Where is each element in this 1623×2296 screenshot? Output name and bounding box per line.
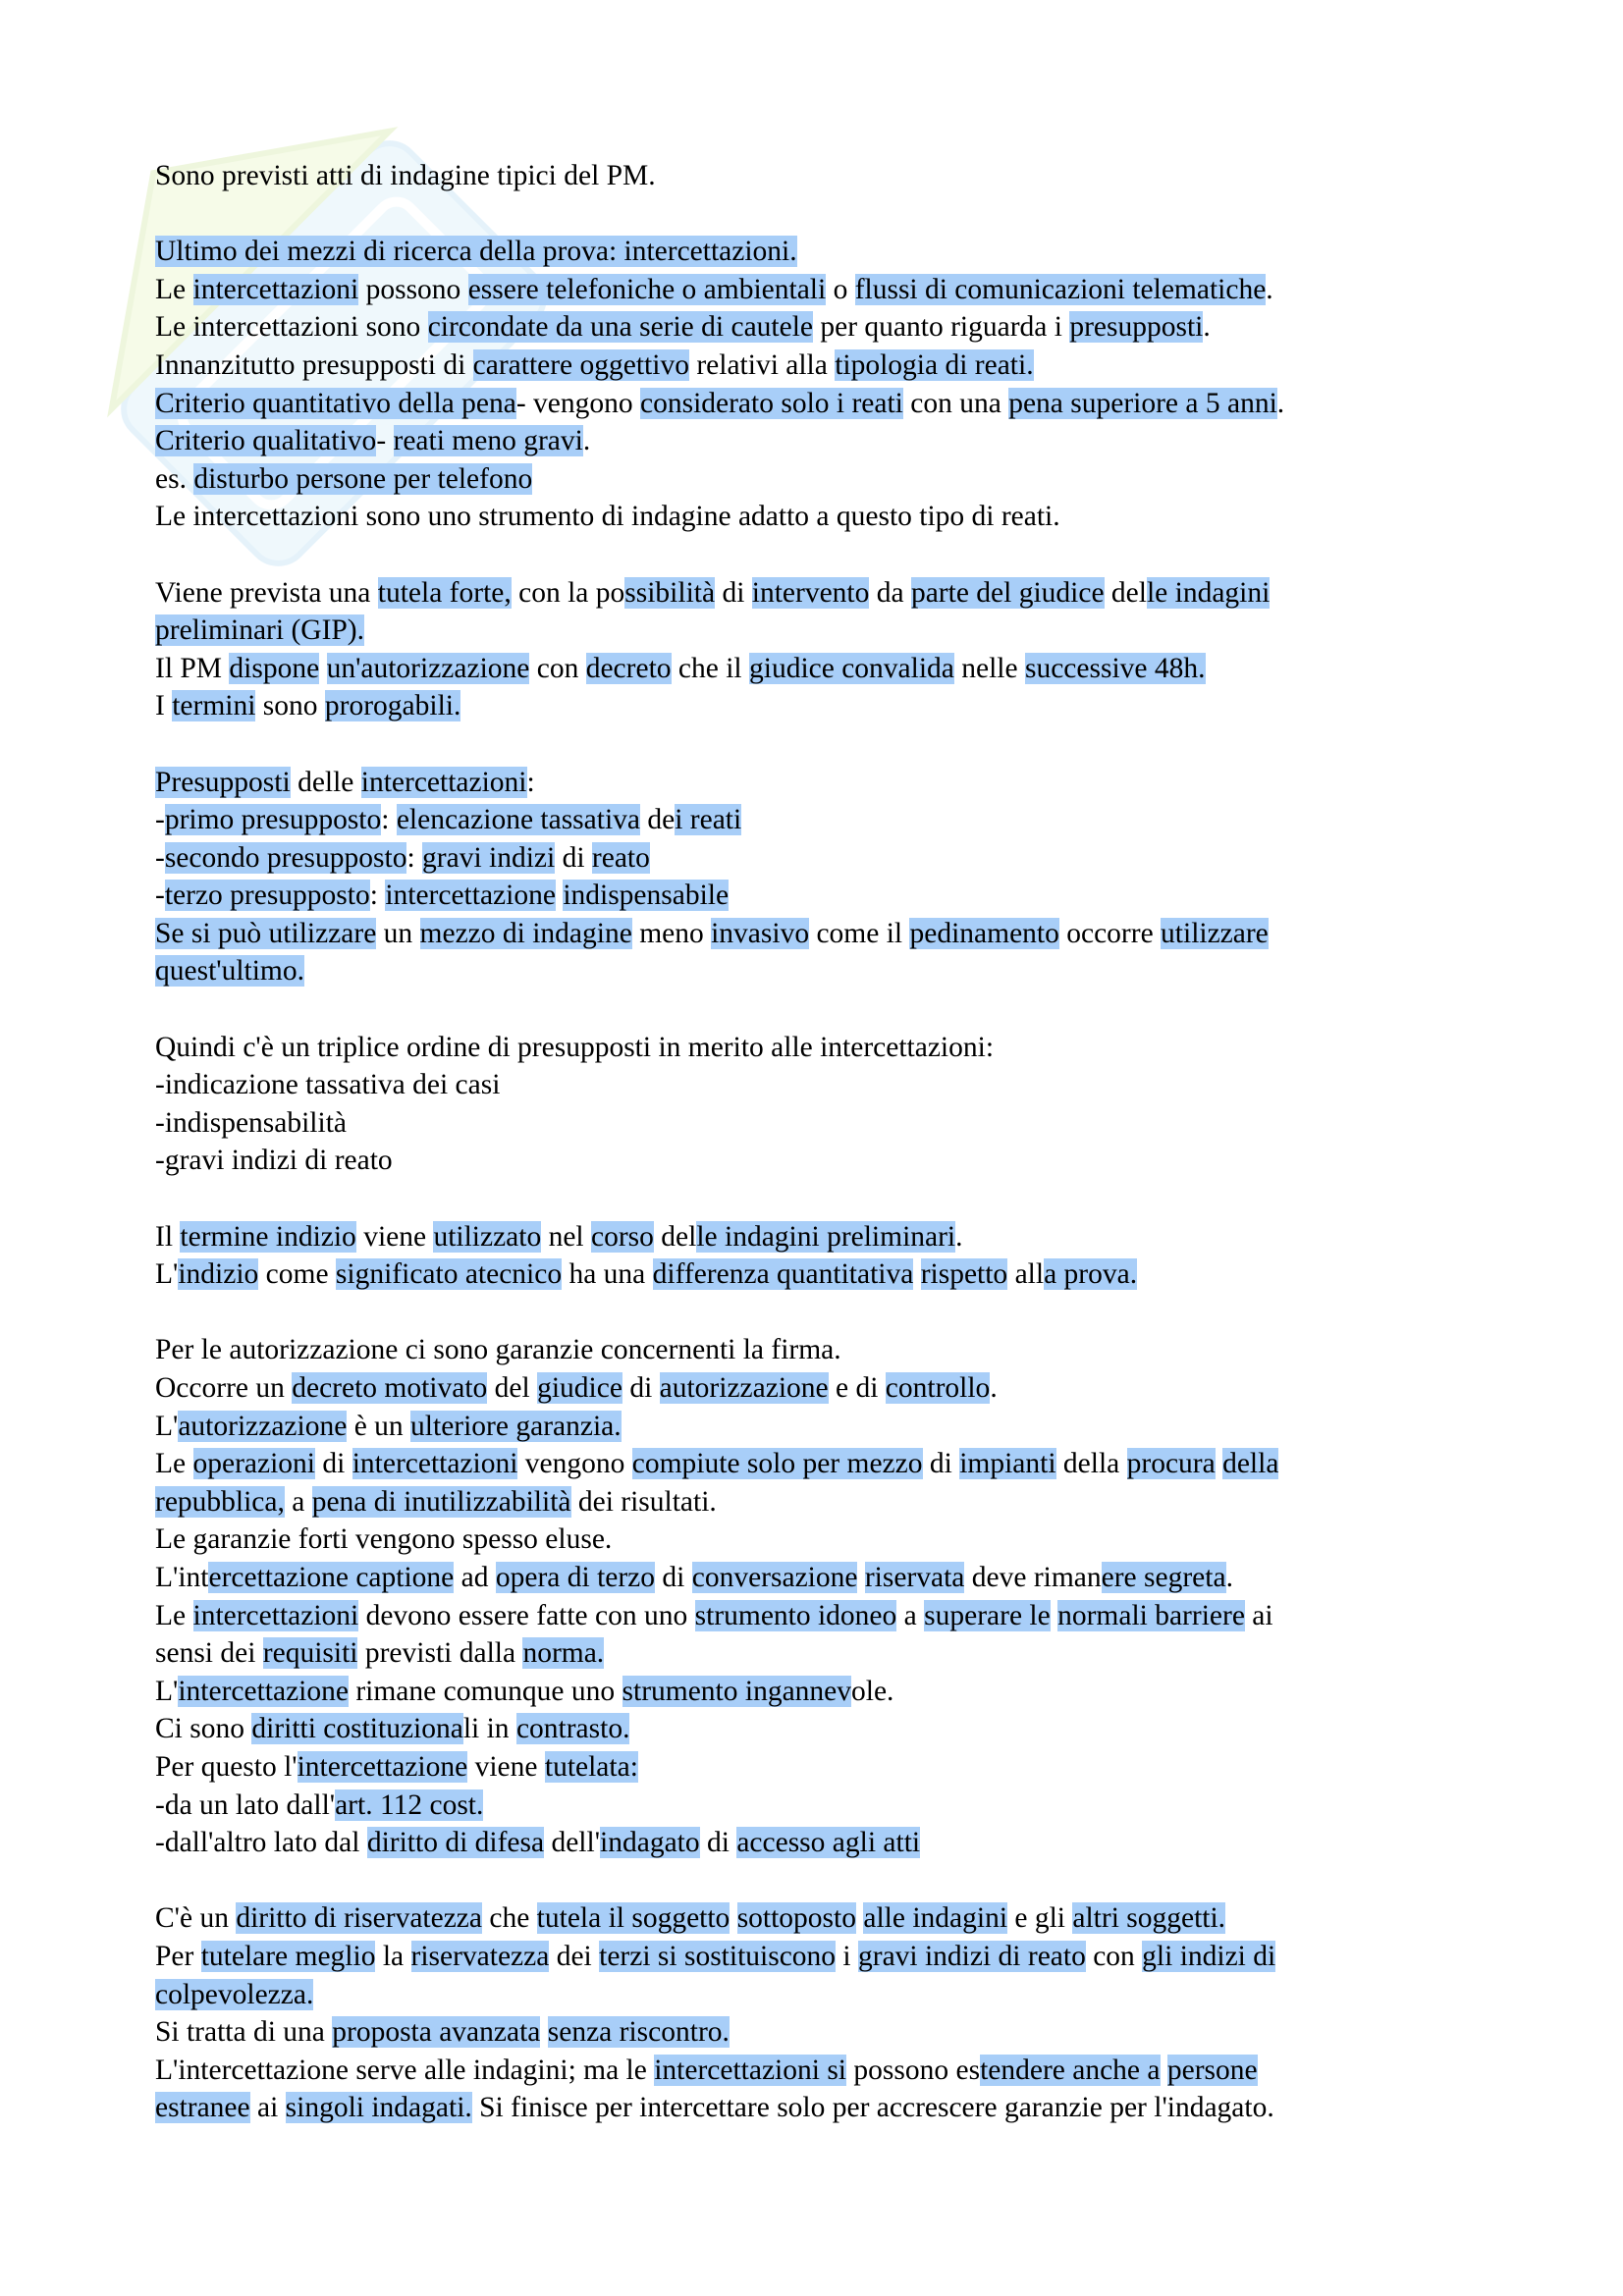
text-line: sensi dei requisiti previsti dalla norma. bbox=[155, 1637, 605, 1670]
text-line: Il PM dispone un'autorizzazione con decreto che il giudice convalida nelle successive 48h. bbox=[155, 652, 1206, 684]
text-line: Le intercettazioni sono circondate da una serie di cautele per quanto riguarda i presupposti. bbox=[155, 311, 1211, 344]
text-line: Sono previsti atti di indagine tipici del PM. bbox=[155, 160, 656, 191]
paragraph bbox=[155, 574, 1490, 725]
text-line: Le operazioni di intercettazioni vengono compiute solo per mezzo di impianti della procura della bbox=[155, 1448, 1279, 1480]
text-line: L'intercettazione rimane comunque uno strumento ingannevole. bbox=[155, 1675, 894, 1707]
text-line: -primo presupposto: elencazione tassativa dei reati bbox=[155, 804, 742, 836]
text-line: L'intercettazione serve alle indagini; ma le intercettazioni si possono estendere anche a persone bbox=[155, 2054, 1258, 2086]
text-line: -dall'altro lato dal diritto di difesa dell'indagato di accesso agli atti bbox=[155, 1827, 921, 1859]
paragraph bbox=[155, 233, 1490, 536]
text-line: I termini sono prorogabili. bbox=[155, 690, 461, 722]
text-line: -indicazione tassativa dei casi bbox=[155, 1069, 501, 1101]
paragraph bbox=[155, 1899, 1490, 2127]
text-line: Se si può utilizzare un mezzo di indagine meno invasivo come il pedinamento occorre utilizzare bbox=[155, 917, 1269, 949]
text-line: Si tratta di una proposta avanzata senza riscontro. bbox=[155, 2016, 730, 2049]
text-line: -terzo presupposto: intercettazione indispensabile bbox=[155, 880, 730, 912]
text-line: estranee ai singoli indagati. Si finisce per intercettare solo per accrescere garanzie per l'indagato. bbox=[155, 2092, 1274, 2124]
text-line: -da un lato dall'art. 112 cost. bbox=[155, 1789, 484, 1821]
paragraph bbox=[155, 157, 1490, 195]
text-line: Per tutelare meglio la riservatezza dei terzi si sostituiscono i gravi indizi di reato con gli indizi di bbox=[155, 1940, 1276, 1972]
text-line: preliminari (GIP). bbox=[155, 614, 364, 647]
text-line: Quindi c'è un triplice ordine di presupposti in merito alle intercettazioni: bbox=[155, 1031, 995, 1063]
text-line: Il termine indizio viene utilizzato nel corso delle indagini preliminari. bbox=[155, 1220, 963, 1253]
text-line: Criterio quantitativo della pena- vengono considerato solo i reati con una pena superiore a 5 anni. bbox=[155, 387, 1285, 419]
text-line: repubblica, a pena di inutilizzabilità dei risultati. bbox=[155, 1485, 717, 1518]
paragraph bbox=[155, 764, 1490, 991]
text-line: C'è un diritto di riservatezza che tutela il soggetto sottoposto alle indagini e gli altri soggetti. bbox=[155, 1902, 1226, 1935]
paragraph bbox=[155, 1331, 1490, 1861]
text-line: -gravi indizi di reato bbox=[155, 1145, 393, 1177]
text-line: colpevolezza. bbox=[155, 1978, 314, 2010]
text-line: -indispensabilità bbox=[155, 1106, 347, 1139]
text-line: Presupposti delle intercettazioni: bbox=[155, 766, 535, 798]
text-line: L'autorizzazione è un ulteriore garanzia. bbox=[155, 1410, 622, 1442]
text-line: Per le autorizzazione ci sono garanzie concernenti la firma. bbox=[155, 1334, 841, 1366]
text-line: Le intercettazioni sono uno strumento di indagine adatto a questo tipo di reati. bbox=[155, 501, 1060, 533]
text-line: Innanzitutto presupposti di carattere oggettivo relativi alla tipologia di reati. bbox=[155, 348, 1034, 381]
text-line: Le garanzie forti vengono spesso eluse. bbox=[155, 1523, 613, 1556]
text-line: L'indizio come significato atecnico ha una differenza quantitativa rispetto alla prova. bbox=[155, 1258, 1138, 1291]
text-line: L'intercettazione captione ad opera di terzo di conversazione riservata deve rimanere segreta. bbox=[155, 1561, 1233, 1593]
text-line: quest'ultimo. bbox=[155, 955, 304, 988]
text-line: Ultimo dei mezzi di ricerca della prova: intercettazioni. bbox=[155, 236, 797, 268]
text-line: Le intercettazioni devono essere fatte con uno strumento idoneo a superare le normali barriere ai bbox=[155, 1599, 1273, 1631]
text-line: Criterio qualitativo- reati meno gravi. bbox=[155, 425, 591, 457]
text-line: Per questo l'intercettazione viene tutelata: bbox=[155, 1750, 638, 1783]
text-line: Le intercettazioni possono essere telefoniche o ambientali o flussi di comunicazioni telematiche. bbox=[155, 273, 1273, 305]
paragraph bbox=[155, 1029, 1490, 1180]
text-line: Viene prevista una tutela forte, con la possibilità di intervento da parte del giudice delle indagini bbox=[155, 576, 1271, 609]
document-page bbox=[155, 157, 1490, 2127]
text-line: Ci sono diritti costituzionali in contrasto. bbox=[155, 1713, 630, 1745]
text-line: Occorre un decreto motivato del giudice di autorizzazione e di controllo. bbox=[155, 1372, 998, 1404]
text-line: -secondo presupposto: gravi indizi di reato bbox=[155, 841, 650, 874]
paragraph bbox=[155, 1218, 1490, 1294]
text-line: es. disturbo persone per telefono bbox=[155, 462, 533, 495]
